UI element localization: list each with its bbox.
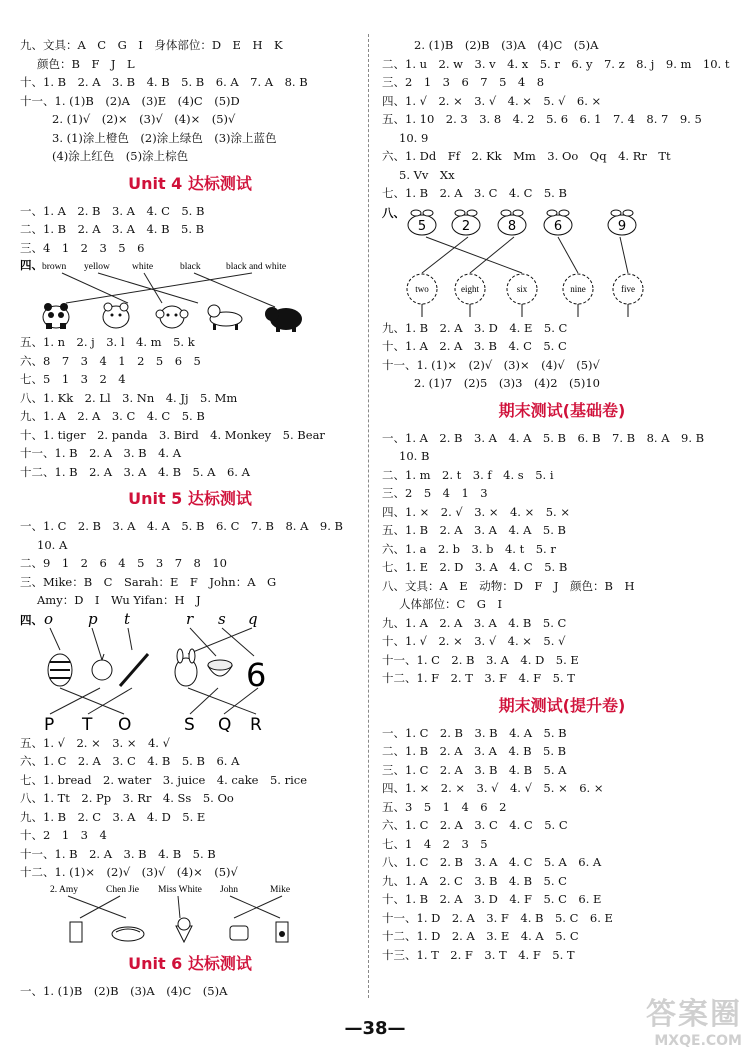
answer-line: 一、1. A 2. B 3. A 4. A 5. B 6. B 7. B 8. A 9. B bbox=[382, 430, 705, 445]
answer-line: 六、1. Dd Ff 2. Kk Mm 3. Oo Qq 4. Rr Tt bbox=[382, 149, 671, 163]
question-label: 四、 bbox=[20, 612, 43, 627]
answer-line: 九、1. A 2. A 3. A 4. B 5. C bbox=[382, 615, 567, 630]
answer-line: 七、1. B 2. A 3. C 4. C 5. B bbox=[382, 186, 567, 200]
rabbit-icon bbox=[175, 649, 197, 686]
answer-line: 十一、1. (1)B (2)A (3)E (4)C (5)D bbox=[20, 93, 240, 108]
answer-line: 十、1. √ 2. × 3. √ 4. × 5. √ bbox=[382, 634, 566, 648]
unit4-q4-matching bbox=[20, 257, 360, 333]
answer-line: 2. (1)B (2)B (3)A (4)C (5)A bbox=[414, 38, 599, 52]
answer-line: 三、2 1 3 6 7 5 4 8 bbox=[382, 75, 545, 89]
uppercase-letter: P bbox=[44, 714, 55, 734]
answer-line: 九、1. A 2. C 3. B 4. B 5. C bbox=[382, 873, 567, 888]
answer-line: 十、1. tiger 2. panda 3. Bird 4. Monkey 5. Bear bbox=[20, 427, 325, 442]
answer-line: 5. Vv Xx bbox=[399, 167, 455, 182]
bee-number: 6 bbox=[553, 218, 563, 234]
uppercase-letter: R bbox=[250, 714, 262, 734]
number-six-icon bbox=[246, 656, 266, 694]
answer-line: 五、1. n 2. j 3. l 4. m 5. k bbox=[20, 335, 195, 349]
answer-line: 四、1. × 2. × 3. √ 4. √ 5. × 6. × bbox=[382, 781, 604, 795]
pen-icon bbox=[120, 654, 148, 686]
flower-word: eight bbox=[461, 283, 479, 294]
color-word: brown bbox=[42, 262, 67, 272]
unit6-heading: Unit 6 达标测试 bbox=[128, 953, 252, 973]
answer-line: 十、1. A 2. A 3. B 4. C 5. C bbox=[382, 339, 567, 353]
unit4-heading: Unit 4 达标测试 bbox=[128, 173, 252, 193]
answer-line: Amy：D I Wu Yifan：H J bbox=[37, 593, 201, 607]
answer-line: 十一、1. D 2. A 3. F 4. B 5. C 6. E bbox=[382, 910, 613, 925]
answer-line: 一、1. (1)B (2)B (3)A (4)C (5)A bbox=[20, 983, 228, 998]
flower-icon bbox=[407, 274, 437, 317]
answer-line: 七、1. E 2. D 3. A 4. C 5. B bbox=[382, 560, 568, 574]
ice-cream-icon bbox=[176, 918, 192, 942]
answer-line: 九、1. A 2. A 3. C 4. C 5. B bbox=[20, 409, 205, 423]
answer-line: 六、1. C 2. A 3. C 4. C 5. C bbox=[382, 818, 568, 832]
bee-flower-figure bbox=[382, 203, 742, 319]
answer-line: 一、1. C 2. B 3. A 4. A 5. B 6. C 7. B 8. A 9. B bbox=[20, 519, 343, 533]
unit5-q4-matching bbox=[20, 610, 360, 734]
match-lines bbox=[62, 273, 275, 307]
unit5-heading: Unit 5 达标测试 bbox=[128, 489, 252, 508]
unit5-q12-matching bbox=[20, 882, 360, 946]
name-label: John bbox=[220, 884, 238, 895]
svg-text:6: 6 bbox=[246, 655, 267, 694]
answer-line: 二、1. B 2. A 3. A 4. B 5. B bbox=[20, 222, 205, 236]
flower-word: six bbox=[516, 283, 528, 294]
bee-number: 5 bbox=[417, 218, 427, 234]
color-word: black and white bbox=[226, 262, 287, 272]
animal-color-matching-figure bbox=[20, 257, 360, 333]
answer-line: 颜色：B F J L bbox=[37, 56, 135, 71]
flower-word: nine bbox=[570, 283, 586, 294]
lowercase-letter: s bbox=[218, 609, 226, 628]
lowercase-letter: t bbox=[124, 609, 131, 628]
answer-line: 十二、1. D 2. A 3. E 4. A 5. C bbox=[382, 929, 579, 943]
lowercase-letter: q bbox=[248, 609, 258, 628]
dog-icon bbox=[208, 305, 242, 330]
tiger-icon bbox=[48, 654, 72, 686]
name-label: 2. Amy bbox=[50, 884, 78, 895]
bear-icon bbox=[103, 303, 129, 328]
watermark-url: MXQE.COM bbox=[654, 1033, 742, 1049]
uppercase-letter: S bbox=[184, 714, 195, 734]
answer-line: 十一、1. (1)× (2)√ (3)× (4)√ (5)√ bbox=[382, 357, 600, 372]
bee-number: 2 bbox=[461, 218, 471, 234]
answer-line: 三、1. C 2. A 3. B 4. B 5. A bbox=[382, 762, 567, 777]
left-column bbox=[20, 36, 360, 1000]
answer-line: 十二、1. (1)× (2)√ (3)√ (4)× (5)√ bbox=[20, 865, 238, 879]
answer-line: 十二、1. B 2. A 3. A 4. B 5. A 6. A bbox=[20, 464, 250, 479]
answer-line: 二、1. u 2. w 3. v 4. x 5. r 6. y 7. z 8. j 9. m 10. t bbox=[382, 56, 730, 71]
answer-line: 十一、1. B 2. A 3. B 4. A bbox=[20, 446, 182, 460]
answer-line: 七、1 4 2 3 5 bbox=[382, 836, 488, 851]
juice-icon bbox=[276, 922, 288, 942]
answer-line: 十二、1. F 2. T 3. F 4. F 5. T bbox=[382, 671, 575, 685]
answer-line: 2. (1)7 (2)5 (3)3 (4)2 (5)10 bbox=[414, 376, 600, 390]
name-food-matching-figure bbox=[20, 882, 360, 946]
match-lines bbox=[68, 896, 282, 918]
bread-icon bbox=[230, 926, 248, 940]
answer-line: 三、2 5 4 1 3 bbox=[382, 486, 488, 500]
answer-line: 3. (1)涂上橙色 (2)涂上绿色 (3)涂上蓝色 bbox=[52, 130, 277, 145]
answer-line: 十、2 1 3 4 bbox=[20, 828, 107, 842]
name-label: Miss White bbox=[158, 884, 202, 895]
final-advanced-heading: 期末测试(提升卷) bbox=[498, 695, 626, 715]
uppercase-letter: T bbox=[82, 714, 93, 734]
answer-line: 七、1. bread 2. water 3. juice 4. cake 5. rice bbox=[20, 772, 308, 787]
flower-icon bbox=[613, 274, 643, 317]
color-word: yellow bbox=[84, 262, 110, 272]
color-word: white bbox=[132, 262, 154, 272]
answer-line: 五、1. B 2. A 3. A 4. A 5. B bbox=[382, 523, 566, 537]
lowercase-letter: o bbox=[44, 609, 54, 628]
uppercase-letter: O bbox=[118, 714, 132, 734]
lowercase-letter: p bbox=[88, 609, 98, 628]
answer-line: 五、3 5 1 4 6 2 bbox=[382, 799, 507, 814]
bee-number: 9 bbox=[617, 218, 627, 234]
question-label: 四、 bbox=[20, 258, 43, 272]
name-label: Mike bbox=[270, 884, 291, 895]
answer-line: 九、1. B 2. C 3. A 4. D 5. E bbox=[20, 809, 206, 824]
flower-icon bbox=[563, 274, 593, 317]
color-word: black bbox=[180, 262, 201, 272]
answer-line: 人体部位：C G I bbox=[399, 597, 503, 611]
flower-word: two bbox=[415, 283, 429, 294]
answer-line: 八、文具：A E 动物：D F J 颜色：B H bbox=[382, 578, 635, 593]
answer-line: 七、5 1 3 2 4 bbox=[20, 372, 126, 386]
answer-line: 八、1. Tt 2. Pp 3. Rr 4. Ss 5. Oo bbox=[20, 791, 234, 805]
watermark-logo-text: 答案圈 bbox=[646, 997, 742, 1032]
answer-line: 四、1. √ 2. × 3. √ 4. × 5. √ 6. × bbox=[382, 93, 602, 108]
answer-line: 五、1. √ 2. × 3. × 4. √ bbox=[20, 735, 170, 750]
answer-line: 一、1. C 2. B 3. B 4. A 5. B bbox=[382, 725, 567, 740]
final-basic-heading: 期末测试(基础卷) bbox=[498, 400, 626, 420]
pig-icon bbox=[265, 307, 302, 332]
question-label: 八、 bbox=[382, 205, 405, 220]
answer-line: 四、1. × 2. √ 3. × 4. × 5. × bbox=[382, 504, 571, 519]
rice-bowl-icon bbox=[208, 660, 232, 676]
match-lines bbox=[422, 237, 628, 273]
column-divider bbox=[368, 34, 369, 998]
name-label: Chen Jie bbox=[106, 884, 139, 895]
bee-number: 8 bbox=[507, 218, 517, 234]
answer-line: 九、文具：A C G I 身体部位：D E H K bbox=[20, 38, 283, 52]
page-number: —38— bbox=[344, 1018, 406, 1039]
flower-icon bbox=[455, 274, 485, 317]
answer-line: 10. B bbox=[399, 449, 430, 463]
answer-line: 三、Mike：B C Sarah：E F John：A G bbox=[20, 574, 277, 589]
answer-line: 九、1. B 2. A 3. D 4. E 5. C bbox=[382, 320, 568, 335]
answer-line: 十、1. B 2. A 3. B 4. B 5. B 6. A 7. A 8. B bbox=[20, 75, 308, 89]
answer-line: 10. 9 bbox=[399, 130, 429, 145]
glass-icon bbox=[70, 922, 82, 942]
answer-line: 六、1. a 2. b 3. b 4. t 5. r bbox=[382, 541, 556, 556]
answer-line: 二、9 1 2 6 4 5 3 7 8 10 bbox=[20, 556, 227, 570]
pear-icon bbox=[92, 654, 112, 680]
answer-line: 十三、1. T 2. F 3. T 4. F 5. T bbox=[382, 947, 575, 962]
answer-line: 一、1. A 2. B 3. A 4. C 5. B bbox=[20, 203, 205, 218]
watermark bbox=[646, 989, 742, 1049]
flower-word: five bbox=[621, 283, 635, 294]
answer-line: 八、1. Kk 2. Ll 3. Nn 4. Jj 5. Mm bbox=[20, 390, 238, 405]
answer-line: 10. A bbox=[37, 537, 68, 552]
answer-line: 二、1. m 2. t 3. f 4. s 5. i bbox=[382, 467, 554, 482]
answer-line: 十一、1. C 2. B 3. A 4. D 5. E bbox=[382, 652, 579, 667]
answer-line: 二、1. B 2. A 3. A 4. B 5. B bbox=[382, 744, 567, 758]
answer-line: 五、1. 10 2. 3 3. 8 4. 2 5. 6 6. 1 7. 4 8. 7 9. 5 bbox=[382, 112, 702, 126]
answer-line: 十、1. B 2. A 3. D 4. F 5. C 6. E bbox=[382, 892, 602, 906]
bee-flower-matching bbox=[382, 203, 742, 319]
noodles-icon bbox=[112, 927, 144, 941]
monkey-icon bbox=[156, 306, 188, 328]
letter-matching-figure bbox=[20, 610, 360, 734]
answer-line: 六、8 7 3 4 1 2 5 6 5 bbox=[20, 353, 201, 368]
answer-line: (4)涂上红色 (5)涂上棕色 bbox=[52, 149, 189, 163]
answer-line: 六、1. C 2. A 3. C 4. B 5. B 6. A bbox=[20, 754, 240, 768]
lowercase-letter: r bbox=[186, 609, 194, 628]
uppercase-letter: Q bbox=[218, 714, 232, 734]
answer-line: 八、1. C 2. B 3. A 4. C 5. A 6. A bbox=[382, 855, 602, 869]
answer-line: 十一、1. B 2. A 3. B 4. B 5. B bbox=[20, 846, 216, 861]
flower-icon bbox=[507, 274, 537, 317]
panda-icon bbox=[43, 303, 69, 329]
answer-line: 三、4 1 2 3 5 6 bbox=[20, 240, 145, 255]
right-column bbox=[382, 36, 742, 964]
answer-line: 2. (1)√ (2)× (3)√ (4)× (5)√ bbox=[52, 112, 236, 126]
